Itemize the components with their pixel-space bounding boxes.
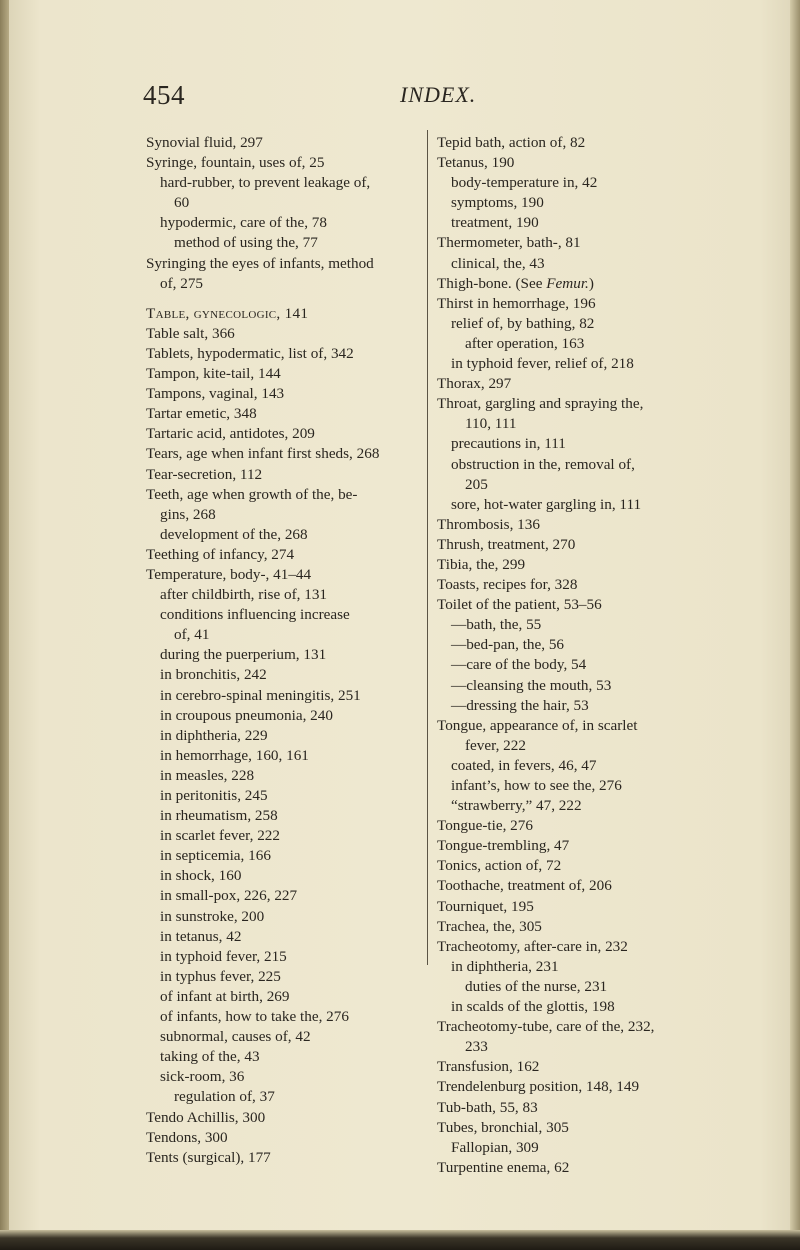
index-entry: coated, in fevers, 46, 47 [451, 756, 597, 774]
index-entry: Syringing the eyes of infants, method [146, 254, 374, 272]
index-entry: in scalds of the glottis, 198 [451, 998, 615, 1016]
index-entry: —bed-pan, the, 56 [451, 636, 565, 654]
index-entry: Table salt, 366 [146, 324, 235, 342]
index-entry: clinical, the, 43 [451, 254, 545, 272]
index-entry: Turpentine enema, 62 [437, 1158, 570, 1176]
index-entry: in diphtheria, 231 [451, 957, 559, 975]
index-entry: Tendo Achillis, 300 [146, 1108, 266, 1126]
index-entry: Teething of infancy, 274 [146, 545, 295, 563]
page-number: 454 [143, 80, 185, 110]
index-entry: Tetanus, 190 [437, 154, 515, 172]
index-entry: regulation of, 37 [174, 1088, 275, 1106]
index-entry: precautions in, 111 [451, 435, 566, 453]
index-entry: in typhoid fever, 215 [160, 947, 287, 965]
index-entry: Thorax, 297 [437, 375, 512, 393]
index-entry: Toilet of the patient, 53–56 [437, 596, 602, 614]
index-entry: Temperature, body-, 41–44 [146, 565, 312, 583]
index-entry: in cerebro-spinal meningitis, 251 [160, 686, 361, 704]
index-entry: Tongue-trembling, 47 [437, 837, 570, 855]
index-entry: Thermometer, bath-, 81 [437, 234, 581, 252]
index-entry: “strawberry,” 47, 222 [451, 797, 582, 815]
index-entry: in shock, 160 [160, 867, 242, 885]
index-entry: hard-rubber, to prevent leakage of, [160, 174, 371, 192]
index-entry: Tablets, hypodermatic, list of, 342 [146, 344, 354, 362]
index-entry: in peritonitis, 245 [160, 787, 268, 804]
index-entry: conditions influencing increase [160, 606, 350, 624]
index-entry: Tendons, 300 [146, 1128, 228, 1146]
index-entry: in rheumatism, 258 [160, 807, 278, 825]
index-entry: Tracheotomy-tube, care of the, 232, [437, 1018, 655, 1036]
index-entry: Tears, age when infant first sheds, 268 [146, 445, 380, 463]
index-entry: Tongue-tie, 276 [437, 817, 533, 835]
index-entry: in bronchitis, 242 [160, 666, 267, 684]
index-entry: Toothache, treatment of, 206 [437, 877, 612, 895]
index-entry: Thirst in hemorrhage, 196 [437, 294, 596, 312]
index-entry: fever, 222 [465, 736, 526, 754]
index-entry: Syringe, fountain, uses of, 25 [146, 154, 325, 172]
index-entry: in septicemia, 166 [160, 847, 271, 865]
index-entry: in diphtheria, 229 [160, 726, 268, 744]
index-entry: Thrush, treatment, 270 [437, 535, 576, 553]
index-entry: Tourniquet, 195 [437, 897, 534, 915]
index-entry: Tampon, kite-tail, 144 [146, 365, 281, 383]
index-entry: development of the, 268 [160, 525, 308, 543]
index-entry: Trendelenburg position, 148, 149 [437, 1078, 640, 1096]
page-header [0, 80, 800, 120]
index-entry: 205 [465, 475, 488, 493]
page-edge [790, 0, 800, 1250]
index-entry: Table, gynecologic, 141 [146, 304, 309, 322]
index-entry: Tibia, the, 299 [437, 555, 526, 573]
index-entry: subnormal, causes of, 42 [160, 1028, 311, 1046]
index-entry: in typhus fever, 225 [160, 967, 281, 985]
index-entry: in typhoid fever, relief of, 218 [451, 355, 634, 373]
index-entry: in small-pox, 226, 227 [160, 887, 298, 905]
page-gutter-shadow [0, 0, 9, 1250]
index-entry: Thigh-bone. (See Femur.) [437, 274, 594, 292]
index-entry: sick-room, 36 [160, 1068, 245, 1086]
index-entry: Tampons, vaginal, 143 [146, 385, 285, 403]
index-entry: taking of the, 43 [160, 1048, 260, 1066]
index-entry: symptoms, 190 [451, 194, 544, 212]
index-column-left [146, 133, 418, 1168]
running-title: INDEX. [400, 82, 477, 107]
index-entry: Tents (surgical), 177 [146, 1148, 271, 1166]
index-entry: Tear-secretion, 112 [146, 465, 263, 483]
index-entry: infant’s, how to see the, 276 [451, 777, 622, 794]
index-entry: sore, hot-water gargling in, 111 [451, 495, 642, 513]
index-entry: gins, 268 [160, 505, 216, 523]
index-entry: —bath, the, 55 [451, 616, 542, 634]
index-entry: obstruction in the, removal of, [451, 455, 635, 473]
index-entry: Tepid bath, action of, 82 [437, 134, 586, 151]
index-entry: in croupous pneumonia, 240 [160, 706, 333, 724]
index-entry: 110, 111 [465, 415, 517, 433]
index-entry: after operation, 163 [465, 334, 585, 352]
index-entry: of, 275 [160, 274, 204, 292]
section-gap [146, 294, 418, 304]
index-entry: body-temperature in, 42 [451, 174, 598, 192]
index-entry: duties of the nurse, 231 [465, 977, 608, 995]
index-entry: in measles, 228 [160, 766, 255, 784]
column-divider [427, 130, 428, 965]
index-entry: Transfusion, 162 [437, 1058, 540, 1076]
index-entry: Tongue, appearance of, in scarlet [437, 716, 638, 734]
index-entry: after childbirth, rise of, 131 [160, 586, 328, 604]
index-entry: —cleansing the mouth, 53 [451, 676, 612, 694]
index-entry: 60 [174, 194, 190, 212]
index-entry: in scarlet fever, 222 [160, 827, 280, 845]
index-entry: of, 41 [174, 626, 210, 644]
index-entry: Fallopian, 309 [451, 1138, 539, 1156]
index-entry: treatment, 190 [451, 214, 539, 232]
index-entry: Tartar emetic, 348 [146, 405, 257, 423]
index-entry: in sunstroke, 200 [160, 907, 265, 925]
index-entry: method of using the, 77 [174, 234, 318, 252]
index-entry: Teeth, age when growth of the, be- [146, 485, 358, 503]
index-entry: Tartaric acid, antidotes, 209 [146, 425, 315, 443]
index-entry: Toasts, recipes for, 328 [437, 576, 578, 594]
index-entry: Tub-bath, 55, 83 [437, 1098, 538, 1116]
index-entry: Thrombosis, 136 [437, 515, 540, 533]
index-entry: hypodermic, care of the, 78 [160, 214, 327, 232]
index-entry: —care of the body, 54 [451, 656, 587, 674]
page-bottom-edge [0, 1230, 800, 1250]
index-entry: of infant at birth, 269 [160, 987, 290, 1005]
index-column-right [437, 133, 717, 1178]
index-entry: during the puerperium, 131 [160, 646, 327, 664]
index-entry: Trachea, the, 305 [437, 917, 542, 935]
index-entry: Tonics, action of, 72 [437, 857, 562, 875]
index-entry: in hemorrhage, 160, 161 [160, 746, 309, 764]
index-entry: of infants, how to take the, 276 [160, 1008, 349, 1026]
index-entry: relief of, by bathing, 82 [451, 314, 595, 332]
index-entry: —dressing the hair, 53 [451, 696, 589, 714]
index-entry: Throat, gargling and spraying the, [437, 395, 644, 413]
index-entry: Synovial fluid, 297 [146, 134, 263, 151]
index-entry: in tetanus, 42 [160, 927, 242, 945]
index-entry: Tracheotomy, after-care in, 232 [437, 937, 628, 955]
index-entry: 233 [465, 1038, 488, 1056]
index-entry: Tubes, bronchial, 305 [437, 1118, 569, 1136]
